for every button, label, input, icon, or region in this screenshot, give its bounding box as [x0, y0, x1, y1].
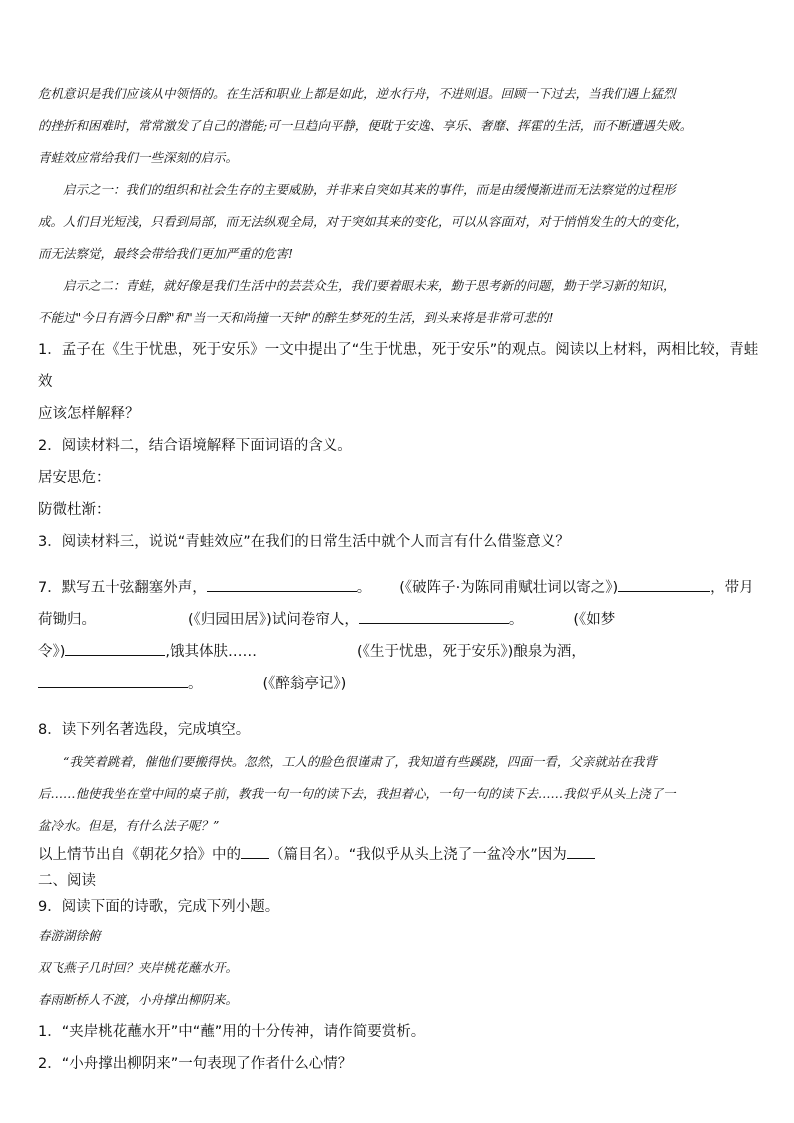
question-block: [38, 334, 762, 558]
q8-text: 以上情节出自《朝花夕拾》中的: [38, 847, 241, 863]
q7-line: [38, 636, 762, 668]
term-label: 居安思危：: [38, 470, 111, 486]
answer-blank[interactable]: [241, 842, 269, 859]
poem-line: 春雨断桥人不渡，小舟撑出柳阴来。: [38, 992, 239, 1007]
answer-blank[interactable]: [65, 639, 165, 656]
passage-line: 而无法察觉，最终会带给我们更加严重的危害!: [38, 246, 294, 261]
source-ref: (《醉翁亭记》): [262, 676, 347, 692]
q7-text: 荷锄归。: [38, 612, 96, 628]
question-3: 3．阅读材料三，说说“青蛙效应”在我们的日常生活中就个人而言有什么借鉴意义？: [38, 534, 570, 550]
question-1: 1．孟子在《生于忧患，死于安乐》一文中提出了“生于忧患，死于安乐”的观点。阅读以上材料，两相比较，青蛙效: [38, 342, 759, 390]
source-ref: (《生于忧患，死于安乐》)酿泉为酒，: [357, 644, 586, 660]
passage-line: 启示之二：青蛙，就好像是我们生活中的芸芸众生，我们要着眼未来，勤于思考新的问题，勤于学习新的知识，: [63, 278, 676, 293]
poem-question-1: 1．“夹岸桃花蘸水开”中“蘸”用的十分传神，请作简要赏析。: [38, 1024, 426, 1040]
answer-blank[interactable]: [207, 575, 357, 592]
q8-heading: 8．读下列名著选段，完成填空。: [38, 722, 251, 738]
term-label: 防微杜渐：: [38, 502, 111, 518]
q7-text: ,饿其体肤……: [165, 644, 258, 660]
q7-text: ，带月: [710, 580, 754, 596]
passage-line: 青蛙效应常给我们一些深刻的启示。: [38, 150, 239, 165]
reading-passage: [38, 78, 762, 334]
source-ref: (《破阵子·为陈同甫赋壮词以寄之》): [399, 580, 619, 596]
excerpt-line: 盆冷水。但是，有什么法子呢？”: [38, 818, 220, 833]
passage-line: 危机意识是我们应该从中领悟的。在生活和职业上都是如此，逆水行舟，不进则退。回顾一下过去，当我们遇上猛烈: [38, 86, 676, 101]
answer-blank[interactable]: [38, 671, 188, 688]
passage-line: 启示之一：我们的组织和社会生存的主要威胁，并非来自突如其来的事件，而是由缓慢渐进而无法察觉的过程形: [63, 182, 676, 197]
q7-text: 。: [188, 676, 203, 692]
excerpt-line: “我笑着跳着，催他们要搬得快。忽然，工人的脸色很谨肃了，我知道有些蹊跷，四面一看，父亲就站在我背: [63, 754, 657, 769]
q7-line: [38, 604, 762, 636]
source-ref: (《归园田居》)试问卷帘人，: [188, 612, 359, 628]
question-8: [38, 714, 762, 868]
source-ref: 令》): [38, 644, 66, 660]
question-9: 9．阅读下面的诗歌，完成下列小题。: [38, 899, 280, 915]
document-page: [38, 78, 762, 1080]
q7-text: 7．默写五十弦翻塞外声，: [38, 580, 207, 596]
q7-text: 。: [356, 580, 372, 596]
q7-text: 。: [508, 612, 524, 628]
answer-blank[interactable]: [359, 607, 509, 624]
question-1-cont: 应该怎样解释？: [38, 406, 140, 422]
poem-line: 双飞燕子几时回？夹岸桃花蘸水开。: [38, 960, 239, 975]
q8-text: （篇目名）。“我似乎从头上浇了一盆冷水”因为: [269, 847, 567, 863]
passage-line: 成。人们目光短浅，只看到局部，而无法纵观全局，对于突如其来的变化，可以从容面对，对于悄悄发生的大的变化，: [38, 214, 689, 229]
section-heading: 二、阅读: [38, 873, 96, 889]
answer-blank[interactable]: [567, 842, 595, 859]
q8-fill-line: [38, 842, 762, 868]
q7-line: [38, 668, 762, 700]
question-2: 2．阅读材料二，结合语境解释下面词语的含义。: [38, 438, 352, 454]
passage-line: 的挫折和困难时，常常激发了自己的潜能;可一旦趋向平静，便耽于安逸、享乐、奢靡、挥霍的生活，而不断遭遇失败。: [38, 118, 693, 133]
question-7: [38, 572, 762, 700]
section-reading: [38, 868, 762, 1080]
excerpt-line: 后……他使我坐在堂中间的桌子前，教我一句一句的读下去，我担着心，一句一句的读下去……我似乎从头上浇了一: [38, 786, 676, 801]
poem-question-2: 2．“小舟撑出柳阴来”一句表现了作者什么心情？: [38, 1056, 353, 1072]
q7-line: [38, 572, 762, 604]
passage-line: 不能过"今日有酒今日醉"和"当一天和尚撞一天钟"的醉生梦死的生活，到头来将是非常可悲的!: [38, 310, 554, 325]
source-ref: (《如梦: [573, 612, 616, 628]
answer-blank[interactable]: [618, 575, 710, 592]
poem-title: 春游湖徐俯: [38, 928, 101, 943]
